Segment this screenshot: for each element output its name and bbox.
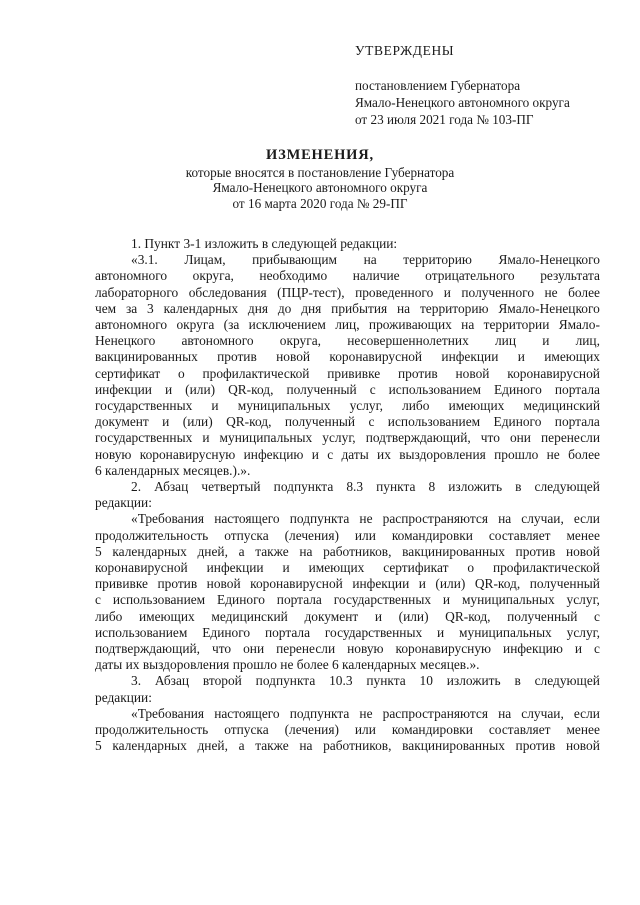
word: следующей (534, 479, 600, 495)
word: Единого (493, 381, 542, 397)
word: против (157, 576, 198, 592)
body-line (95, 641, 600, 657)
word: коронавирусной (250, 576, 343, 592)
word: государственных (95, 398, 193, 414)
word: изложить (446, 673, 501, 689)
word: что (212, 641, 232, 657)
word: на (363, 252, 377, 268)
word: перенесли (276, 641, 336, 657)
word: командировки (391, 722, 473, 738)
word: 2. (131, 479, 142, 495)
word: автономного (181, 333, 254, 349)
word: Ямало- (558, 317, 600, 333)
word: вакцинированных (402, 543, 505, 559)
body-line (95, 349, 600, 365)
word: не (359, 705, 373, 721)
word: и (202, 430, 210, 446)
word: (ПЦР-тест), (277, 284, 345, 300)
word: (лечения) (284, 527, 339, 543)
word: округа, (192, 268, 234, 284)
word: календарных (112, 543, 187, 559)
body-line (95, 285, 600, 301)
word: новой (276, 349, 311, 365)
word: услуг, (322, 430, 356, 446)
word: услуг, (349, 398, 383, 414)
word: «Требования (131, 511, 205, 527)
word: лиц, (575, 333, 600, 349)
word: портала (554, 414, 600, 430)
body-line (95, 528, 600, 544)
body-line: 1. Пункт 3-1 изложить в следующей редакции: (131, 236, 398, 251)
word: сертификат (95, 365, 161, 381)
word: и (574, 641, 582, 657)
word: государственных (324, 624, 423, 640)
word: лиц, (335, 317, 360, 333)
word: сертификат (383, 560, 449, 576)
body-line: 6 календарных месяцев.).». (95, 462, 251, 478)
word: округа (176, 317, 215, 333)
word: территории (483, 317, 550, 333)
word: QR-код, (474, 576, 521, 592)
word: округа, (279, 333, 321, 349)
word: «Требования (131, 705, 205, 721)
word: Абзац (154, 673, 190, 689)
word: обследования (188, 284, 267, 300)
word: 10 (419, 673, 433, 689)
word: инфекцию (243, 446, 304, 462)
word: имеющих (544, 349, 600, 365)
word: с (594, 608, 600, 624)
word: если (573, 511, 600, 527)
word: использованием (387, 414, 481, 430)
title-line: Ямало-Ненецкого автономного округа (212, 180, 428, 195)
body-line (95, 447, 600, 463)
word: Абзац (154, 479, 189, 495)
word: продолжительность (95, 722, 209, 738)
word: лабораторного (95, 284, 179, 300)
approval-line: Ямало-Ненецкого автономного округа (355, 95, 570, 110)
word: или (354, 527, 376, 543)
word: и (164, 381, 173, 397)
word: инфекцию (503, 641, 563, 657)
word: новой (565, 738, 600, 754)
word: не (359, 511, 373, 527)
word: территорию (419, 300, 489, 316)
word: услуг, (566, 592, 600, 608)
word: несовершеннолетних (347, 333, 469, 349)
word: проживающих (368, 317, 452, 333)
word: продолжительность (95, 527, 209, 543)
body-line (95, 252, 600, 268)
word: профилактической (492, 560, 600, 576)
body-line (95, 479, 600, 495)
word: не (546, 446, 560, 462)
word: второй (202, 673, 242, 689)
word: отпуска (224, 527, 269, 543)
body-line (95, 722, 600, 738)
word: QR-код, (226, 414, 272, 430)
word: чем (95, 300, 117, 316)
body-line (95, 609, 600, 625)
word: в (514, 673, 521, 689)
word: QR-код, (228, 381, 274, 397)
body-line (95, 544, 600, 560)
word: и (437, 624, 445, 640)
word: 8.3 (346, 479, 364, 495)
word: с (369, 381, 376, 397)
word: 5 (95, 543, 102, 559)
word: использованием (388, 381, 481, 397)
word: в (515, 479, 522, 495)
word: Ямало-Ненецкого (498, 300, 600, 316)
word: Лицам, (184, 252, 226, 268)
word: и (374, 608, 383, 624)
word: распространяются (382, 705, 488, 721)
word: коронавирусную (395, 641, 492, 657)
word: портала (554, 381, 600, 397)
word: до (277, 300, 292, 316)
word: более (568, 284, 600, 300)
approval-line: постановлением Губернатора (355, 78, 521, 93)
word: коронавирусной (507, 365, 600, 381)
word: прививке (327, 365, 381, 381)
word: изложить (448, 479, 503, 495)
word: инфекции (206, 560, 264, 576)
word: дня (247, 300, 269, 316)
word: новой (565, 543, 600, 559)
word: либо (95, 608, 123, 624)
document-body (95, 236, 600, 755)
word: с (95, 592, 101, 608)
body-line (95, 673, 600, 689)
word: подпункта (289, 511, 350, 527)
word: они (509, 430, 531, 446)
body-line (95, 414, 600, 430)
body-line (95, 268, 600, 284)
word: лиц (494, 333, 516, 349)
word: имеющих (138, 608, 195, 624)
word: полученный (284, 414, 356, 430)
word: случаи, (521, 511, 564, 527)
body-line (95, 706, 600, 722)
word: и (542, 333, 550, 349)
approval-heading: УТВЕРЖДЕНЫ (355, 43, 455, 58)
word: и (311, 446, 319, 462)
word: менее (566, 722, 600, 738)
word: либо (402, 398, 430, 414)
word: инфекции (95, 381, 152, 397)
word: составляет (488, 722, 551, 738)
word: (или) (435, 576, 466, 592)
word: они (243, 641, 265, 657)
word: против (515, 543, 556, 559)
word: подпункта (255, 673, 316, 689)
word: на (397, 300, 411, 316)
word: государственных (95, 430, 193, 446)
word: новой (206, 576, 241, 592)
word: если (573, 705, 600, 721)
word: инфекции (441, 349, 499, 365)
word: и (162, 414, 170, 430)
word: муниципальных (237, 398, 331, 414)
word: муниципальных (459, 624, 552, 640)
word: прибытия (331, 300, 388, 316)
word: четвертый (201, 479, 261, 495)
word: имеющих (308, 560, 365, 576)
body-line (95, 366, 600, 382)
body-line: редакции: (95, 495, 152, 511)
word: против (217, 349, 257, 365)
approval-block (355, 42, 625, 128)
word: прибывающим (252, 252, 338, 268)
word: на (299, 543, 313, 559)
word: имеющих (448, 398, 505, 414)
word: командировки (391, 527, 473, 543)
word: дней, (197, 738, 228, 754)
body-line (95, 592, 600, 608)
word: профилактической (202, 365, 310, 381)
word: против (398, 365, 438, 381)
word: коронавирусную (139, 446, 236, 462)
word: выздоровления (399, 446, 486, 462)
word: перенесли (541, 430, 600, 446)
word: с (368, 414, 375, 430)
word: за (125, 300, 138, 316)
word: услуг, (566, 624, 600, 640)
word: территорию (403, 252, 472, 268)
word: (лечения) (284, 722, 339, 738)
word: о (467, 560, 475, 576)
word: автономного (95, 317, 168, 333)
word: прошло (494, 446, 539, 462)
word: также (255, 543, 289, 559)
word: пункта (366, 673, 406, 689)
word: настоящего (214, 705, 280, 721)
word: пункта (376, 479, 416, 495)
word: что (480, 430, 500, 446)
word: коронавирусной (95, 560, 188, 576)
word: коронавирусной (329, 349, 423, 365)
word: и (282, 560, 290, 576)
word: более (568, 446, 600, 462)
word: Единого (493, 414, 542, 430)
word: QR-код, (445, 608, 491, 624)
word: полученный (507, 608, 578, 624)
word: полученный (286, 381, 357, 397)
body-line (95, 511, 600, 527)
word: случаи, (521, 705, 564, 721)
word: настоящего (214, 511, 280, 527)
body-line (95, 430, 600, 446)
word: или (354, 722, 376, 738)
word: 3 (147, 300, 154, 316)
word: прививке (95, 576, 148, 592)
word: Ямало-Ненецкого (498, 252, 600, 268)
word: портала (264, 624, 311, 640)
word: (или) (185, 381, 216, 397)
word: документ (304, 608, 359, 624)
word: и (418, 576, 426, 592)
word: автономного (95, 268, 168, 284)
word: работников, (323, 738, 392, 754)
word: и (517, 349, 525, 365)
word: необходимо (259, 268, 328, 284)
word: подтверждающий, (95, 641, 201, 657)
word: Ненецкого (95, 333, 156, 349)
body-line: редакции: (95, 689, 152, 705)
word: подтверждающий, (365, 430, 471, 446)
word: 10.3 (329, 673, 353, 689)
word: медицинский (211, 608, 288, 624)
word: полученного (461, 284, 535, 300)
word: дня (301, 300, 322, 316)
body-line (95, 560, 600, 576)
word: и (443, 284, 451, 300)
word: календарных (163, 300, 239, 316)
word: новую (95, 446, 132, 462)
word: на (461, 317, 475, 333)
body-line (95, 738, 600, 754)
word: на (299, 738, 313, 754)
word: 3. (131, 673, 142, 689)
word: на (498, 511, 512, 527)
word: отрицательного (425, 268, 515, 284)
document-title: ИЗМЕНЕНИЯ, (266, 147, 374, 163)
word: а (238, 738, 245, 754)
body-line (95, 301, 600, 317)
word: подпункта (289, 705, 350, 721)
approval-line: от 23 июля 2021 года № 103-ПГ (355, 112, 534, 127)
word: новой (455, 365, 490, 381)
word: 5 (95, 738, 102, 754)
word: муниципальных (461, 592, 555, 608)
document-title-block (60, 148, 580, 211)
word: о (177, 365, 185, 381)
body-line (95, 398, 600, 414)
word: портала (276, 592, 322, 608)
body-line (95, 576, 600, 592)
title-line: которые вносятся в постановление Губернатора (185, 164, 455, 180)
word: (за (223, 317, 240, 333)
word: проведенного (355, 284, 434, 300)
word: инфекции (352, 576, 410, 592)
body-line (95, 317, 600, 333)
word: муниципальных (219, 430, 313, 446)
word: (или) (398, 608, 429, 624)
word: против (515, 738, 556, 754)
word: 8 (428, 479, 436, 495)
word: распространяются (382, 511, 488, 527)
word: наличие (352, 268, 400, 284)
body-line (95, 333, 600, 349)
word: Единого (202, 624, 251, 640)
word: «3.1. (131, 252, 158, 268)
title-line: от 16 марта 2020 года № 29-ПГ (232, 195, 408, 211)
word: и (442, 592, 451, 608)
word: следующей (534, 673, 600, 689)
word: документ (95, 414, 149, 430)
word: даты (341, 446, 369, 462)
word: дней, (197, 543, 228, 559)
word: с (593, 641, 600, 657)
word: (или) (182, 414, 213, 430)
word: календарных (112, 738, 187, 754)
word: государственных (333, 592, 432, 608)
word: вакцинированных (402, 738, 505, 754)
body-line (95, 382, 600, 398)
word: использованием (112, 592, 206, 608)
word: медицинский (523, 398, 600, 414)
word: составляет (488, 527, 551, 543)
word: работников, (323, 543, 392, 559)
word: на (498, 705, 512, 721)
word: и (211, 398, 219, 414)
word: Единого (217, 592, 265, 608)
word: новую (347, 641, 384, 657)
word: их (377, 446, 391, 462)
word: использованием (95, 624, 188, 640)
word: также (255, 738, 289, 754)
word: менее (566, 527, 600, 543)
word: результата (540, 268, 600, 284)
body-line: даты их выздоровления прошло не более 6 календарных месяцев.». (95, 657, 480, 673)
word: исключением (248, 317, 326, 333)
word: вакцинированных (95, 349, 198, 365)
word: а (238, 543, 245, 559)
word: подпункта (273, 479, 334, 495)
word: полученный (529, 576, 600, 592)
word: с (327, 446, 334, 462)
body-line (95, 625, 600, 641)
word: не (544, 284, 558, 300)
word: отпуска (224, 722, 269, 738)
